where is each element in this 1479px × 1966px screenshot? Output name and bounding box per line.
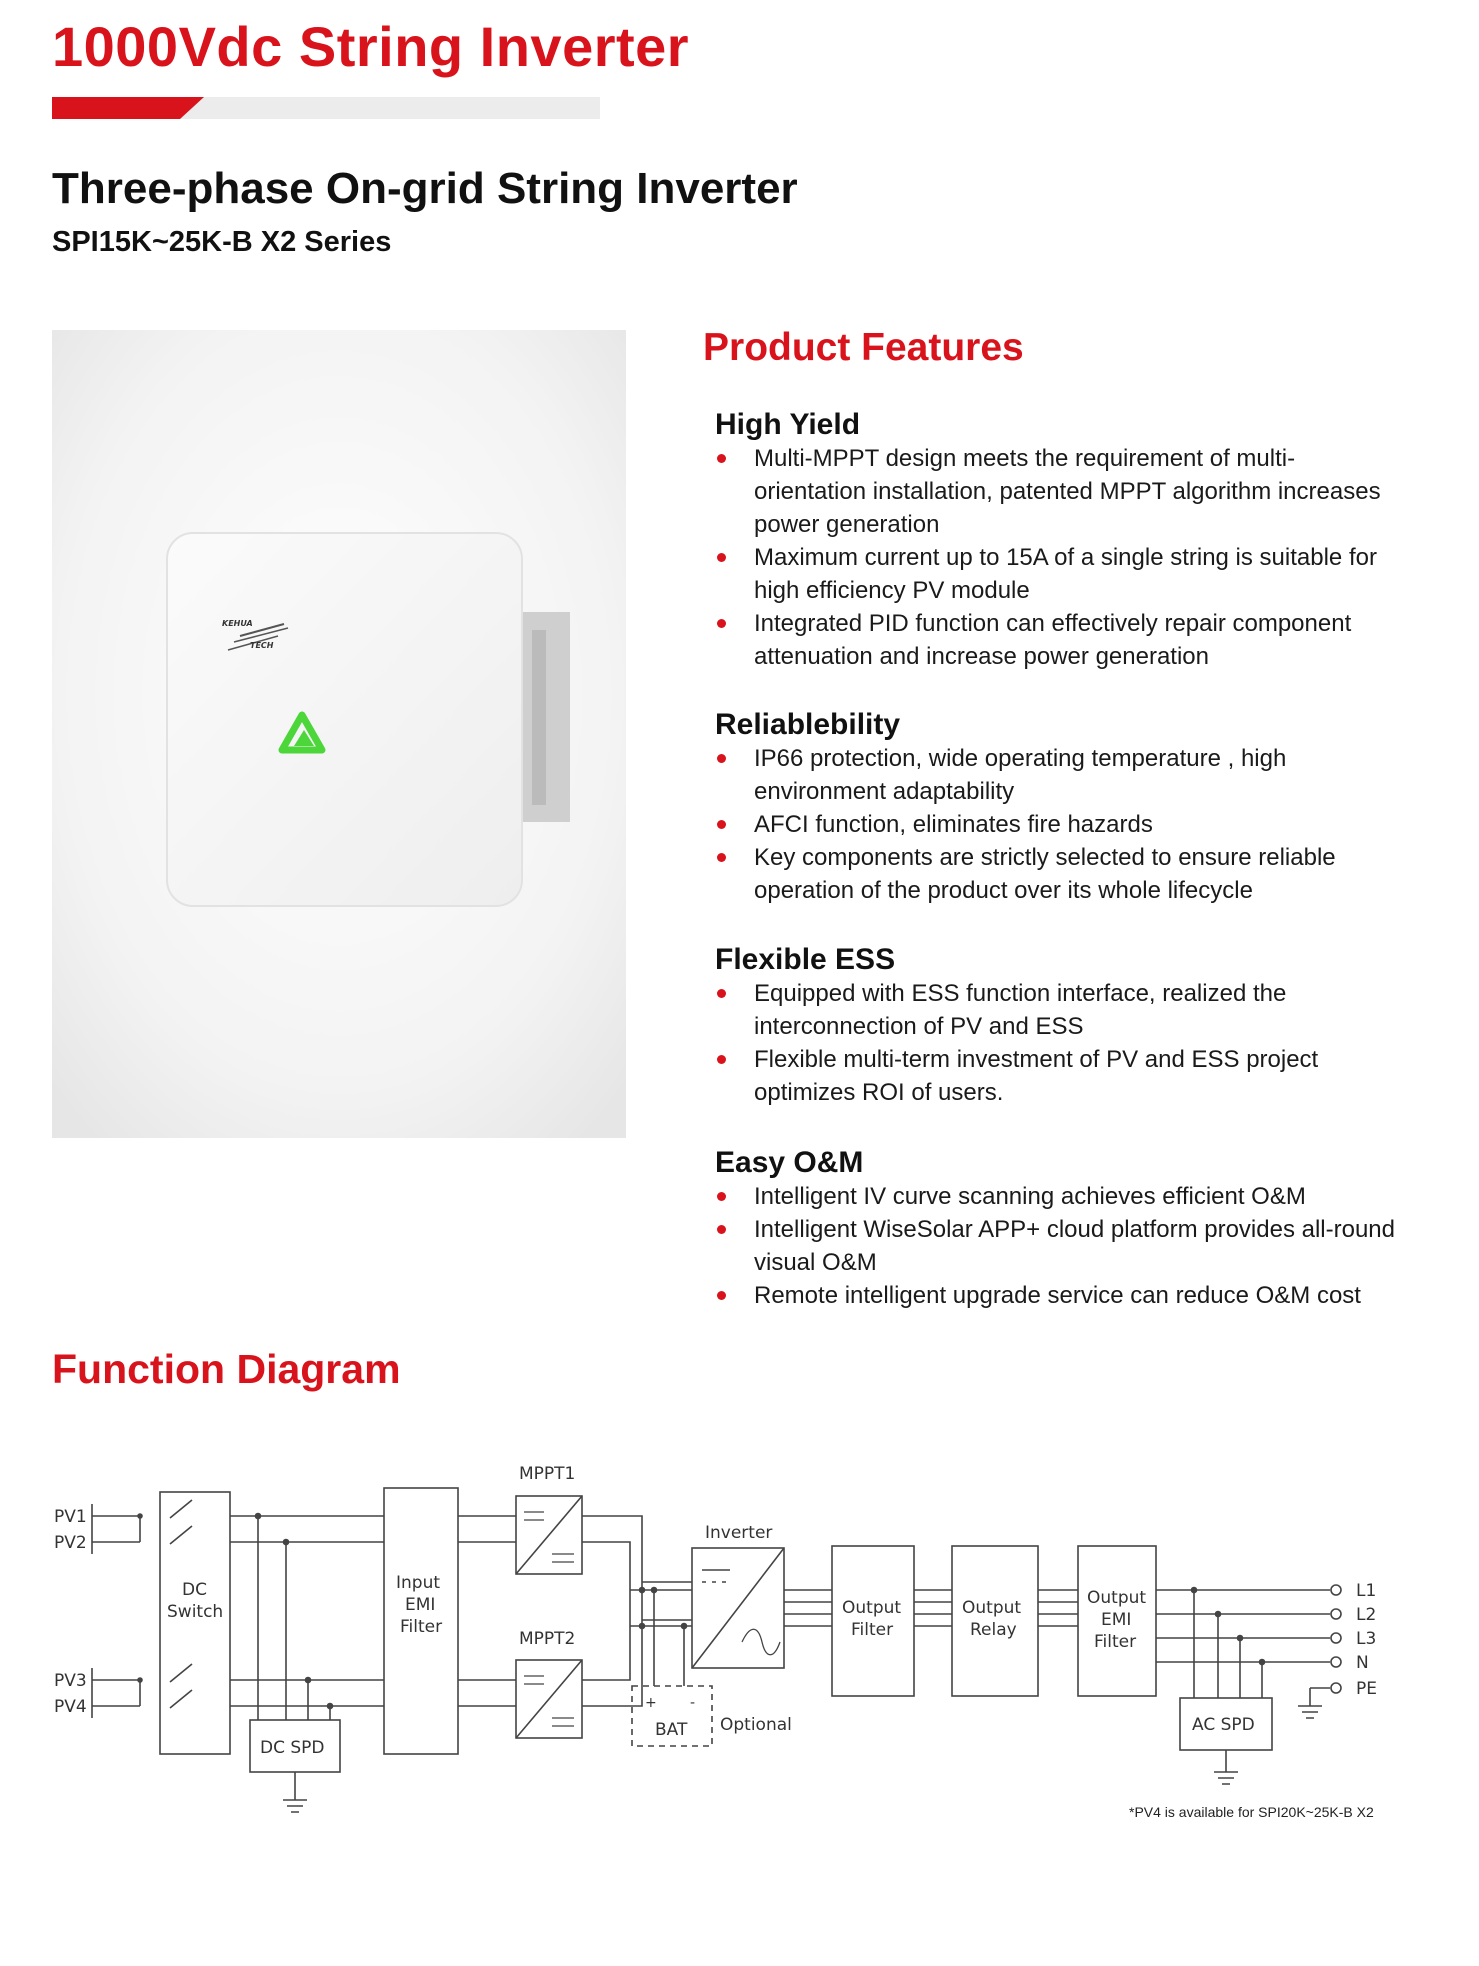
dc-switch-block — [160, 1492, 230, 1754]
output-filter-label-line1: Output — [842, 1598, 902, 1618]
function-diagram — [0, 1430, 1479, 1850]
ac-spd-label: AC SPD — [1192, 1715, 1255, 1735]
feature-text: IP66 protection, wide operating temperature , high environment adaptability — [754, 745, 1287, 805]
bullet-icon — [717, 1055, 726, 1064]
ground-icon — [1214, 1750, 1238, 1784]
feature-title: Easy O&M — [715, 1146, 864, 1179]
battery-label: BAT — [655, 1720, 688, 1740]
bullet-icon — [717, 619, 726, 628]
output-relay-label-line1: Output — [962, 1598, 1022, 1618]
output-relay-label-line2: Relay — [970, 1620, 1017, 1640]
l1-label: L1 — [1356, 1581, 1377, 1601]
pv2-label: PV2 — [54, 1533, 87, 1553]
product-subtitle: Three-phase On-grid String Inverter — [52, 164, 798, 213]
l2-label: L2 — [1356, 1605, 1377, 1625]
feature-item — [715, 607, 1395, 673]
feature-item — [715, 541, 1395, 607]
feature-item — [715, 841, 1395, 907]
feature-text: AFCI function, eliminates fire hazards — [754, 811, 1153, 838]
output-filter-label-line2: Filter — [851, 1620, 894, 1640]
feature-text: Intelligent WiseSolar APP+ cloud platform provides all-round visual O&M — [754, 1216, 1395, 1276]
feature-item — [715, 1043, 1395, 1109]
output-emi-label-line2: EMI — [1101, 1610, 1132, 1630]
feature-item — [715, 977, 1395, 1043]
feature-text: Integrated PID function can effectively repair component attenuation and increase power generation — [754, 610, 1352, 670]
feature-item — [715, 808, 1395, 841]
bullet-icon — [717, 1192, 726, 1201]
pe-label: PE — [1356, 1679, 1377, 1699]
feature-title: High Yield — [715, 408, 861, 441]
feature-title: Flexible ESS — [715, 943, 896, 976]
dc-switch-label-line2: Switch — [167, 1602, 224, 1622]
bullet-icon — [717, 454, 726, 463]
feature-item — [715, 1213, 1395, 1279]
bullet-icon — [717, 853, 726, 862]
inverter-label: Inverter — [705, 1523, 773, 1543]
input-emi-label-line3: Filter — [400, 1617, 443, 1637]
feature-text: Intelligent IV curve scanning achieves efficient O&M — [754, 1183, 1306, 1210]
logo-text-tech: TECH — [250, 641, 274, 650]
document-title: 1000Vdc String Inverter — [52, 15, 690, 78]
feature-text: Maximum current up to 15A of a single string is suitable for high efficiency PV module — [754, 544, 1377, 604]
feature-title: Reliablebility — [715, 708, 901, 741]
battery-minus-sign: - — [690, 1695, 696, 1711]
output-emi-label-line1: Output — [1087, 1588, 1147, 1608]
n-label: N — [1356, 1653, 1369, 1673]
feature-text: Equipped with ESS function interface, realized the interconnection of PV and ESS — [754, 980, 1287, 1040]
feature-group-high-yield — [715, 408, 1395, 673]
logo-text-kehua: KEHUA — [222, 619, 253, 628]
pv1-label: PV1 — [54, 1507, 87, 1527]
mppt1-label: MPPT1 — [519, 1464, 576, 1484]
pe-ground-icon — [1298, 1688, 1330, 1718]
feature-group-reliability — [715, 708, 1395, 907]
feature-item — [715, 1279, 1395, 1312]
bullet-icon — [717, 1225, 726, 1234]
inverter-front-panel — [167, 533, 522, 906]
bullet-icon — [717, 820, 726, 829]
feature-text: Multi-MPPT design meets the requirement of multi-orientation installation, patented MPPT algorithm increases power generation — [754, 445, 1381, 538]
dc-switch-label-line1: DC — [182, 1580, 207, 1600]
title-underline-bar — [52, 97, 600, 119]
feature-group-easy-om — [715, 1146, 1395, 1312]
bullet-icon — [717, 1291, 726, 1300]
feature-text: Flexible multi-term investment of PV and ESS project optimizes ROI of users. — [754, 1046, 1319, 1106]
pv-inputs — [54, 1504, 142, 1718]
input-emi-label-line1: Input — [396, 1573, 441, 1593]
battery-plus-sign: + — [645, 1695, 657, 1711]
diagram-footnote: *PV4 is available for SPI20K~25K-B X2 — [1129, 1804, 1374, 1820]
feature-text: Remote intelligent upgrade service can reduce O&M cost — [754, 1282, 1361, 1309]
bullet-icon — [717, 754, 726, 763]
feature-item — [715, 742, 1395, 808]
product-features-heading: Product Features — [703, 326, 1024, 369]
function-diagram-heading: Function Diagram — [52, 1346, 401, 1392]
feature-item — [715, 442, 1395, 541]
bullet-icon — [717, 989, 726, 998]
feature-item — [715, 1180, 1395, 1213]
inverter-product-image — [52, 330, 626, 1138]
product-series: SPI15K~25K-B X2 Series — [52, 226, 392, 258]
feature-group-flexible-ess — [715, 943, 1395, 1109]
dc-spd-label: DC SPD — [260, 1738, 325, 1758]
optional-label: Optional — [720, 1715, 792, 1735]
input-emi-label-line2: EMI — [405, 1595, 436, 1615]
output-emi-label-line3: Filter — [1094, 1632, 1137, 1652]
pv3-label: PV3 — [54, 1671, 87, 1691]
ground-icon — [283, 1772, 307, 1812]
l3-label: L3 — [1356, 1629, 1377, 1649]
bullet-icon — [717, 553, 726, 562]
pv4-label: PV4 — [54, 1697, 87, 1717]
feature-text: Key components are strictly selected to ensure reliable operation of the product over its whole lifecycle — [754, 844, 1336, 904]
mppt2-label: MPPT2 — [519, 1629, 576, 1649]
